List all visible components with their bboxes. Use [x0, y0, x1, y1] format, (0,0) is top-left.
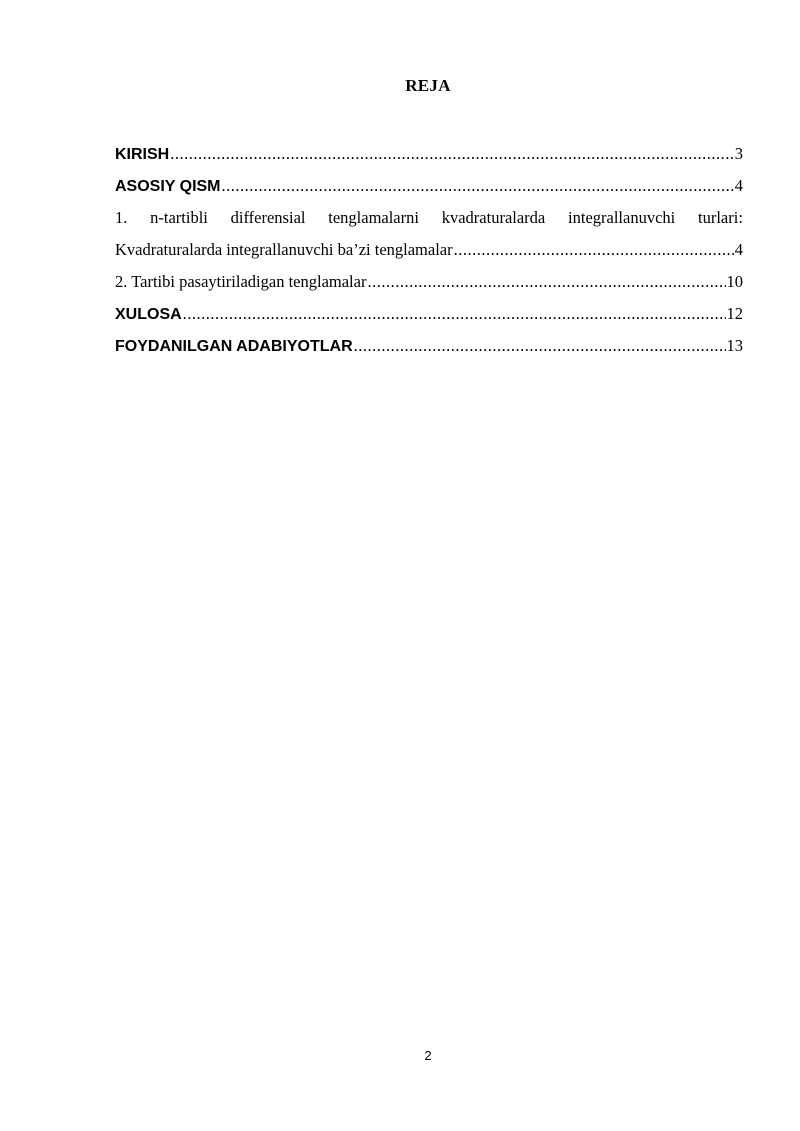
- dot-leader: [170, 138, 734, 170]
- toc-entry-item1-line1[interactable]: [115, 202, 743, 234]
- toc-word: tenglamalarni: [328, 208, 419, 227]
- toc-page-number: 4: [734, 176, 743, 195]
- dot-leader: [183, 298, 726, 330]
- page-title: REJA: [405, 76, 451, 95]
- toc-word: integrallanuvchi: [568, 208, 676, 227]
- page-number: 2: [424, 1048, 432, 1063]
- toc-entry-label: 2. Tartibi pasaytiriladigan tenglamalar: [115, 272, 367, 291]
- toc-entry-asosiy-qism[interactable]: [115, 170, 743, 202]
- toc-page-number: 3: [734, 144, 743, 163]
- toc-entry-xulosa[interactable]: [115, 298, 743, 330]
- toc-word: differensial: [230, 208, 306, 227]
- dot-leader: [454, 234, 734, 266]
- toc-entry-label: XULOSA: [115, 306, 182, 323]
- toc-entry-item1-line2[interactable]: [115, 234, 743, 266]
- toc-page-number: 10: [726, 272, 743, 291]
- toc-word: kvadraturalarda: [441, 208, 546, 227]
- toc-entry-kirish[interactable]: [115, 138, 743, 170]
- toc-entry-label: ASOSIY QISM: [115, 178, 221, 195]
- toc-word: n-tartibli: [150, 208, 208, 227]
- toc-entry-adabiyotlar[interactable]: [115, 330, 743, 362]
- dot-leader: [354, 330, 726, 362]
- toc-entry-label: KIRISH: [115, 146, 170, 163]
- toc-page-number: 13: [726, 336, 743, 355]
- toc-entry-label: Kvadraturalarda integrallanuvchi ba’zi tenglamalar: [115, 240, 453, 259]
- table-of-contents: [115, 138, 743, 362]
- toc-page-number: 4: [734, 240, 743, 259]
- toc-word: turlari:: [698, 208, 743, 227]
- toc-entry-label: FOYDANILGAN ADABIYOTLAR: [115, 338, 353, 355]
- toc-page-number: 12: [726, 304, 743, 323]
- dot-leader: [222, 170, 734, 202]
- dot-leader: [367, 266, 725, 298]
- toc-entry-item2[interactable]: [115, 266, 743, 298]
- toc-word: 1.: [115, 208, 128, 227]
